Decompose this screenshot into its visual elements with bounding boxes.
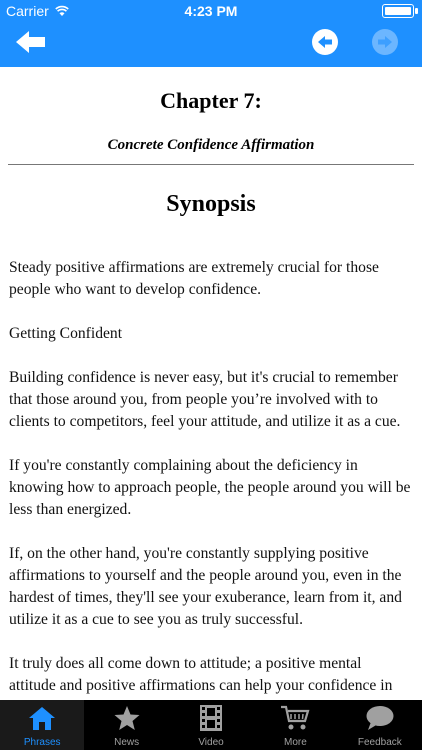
chat-bubble-icon: [365, 704, 395, 732]
section-heading: Synopsis: [166, 191, 256, 217]
paragraph: If you're constantly complaining about the deficiency in knowing how to approach people, the people around you will be less than energized.: [9, 457, 411, 518]
chapter-content[interactable]: [0, 67, 422, 700]
tab-label: More: [284, 737, 307, 748]
paragraph: It truly does all come down to attitude; a positive mental attitude and positive affirmations can help your confidence in: [9, 655, 393, 694]
arrow-left-icon: [12, 26, 52, 58]
back-button[interactable]: [12, 26, 52, 58]
navigation-header: [0, 0, 422, 67]
previous-chapter-button[interactable]: [312, 29, 338, 55]
tab-news[interactable]: [84, 700, 168, 750]
paragraph: Getting Confident: [9, 325, 123, 342]
divider: [8, 164, 414, 165]
tab-label: Video: [198, 737, 224, 748]
tab-label: News: [114, 737, 140, 748]
tab-bar: [0, 700, 422, 750]
tab-more[interactable]: [253, 700, 337, 750]
tab-label: Phrases: [23, 737, 61, 748]
chapter-title: Chapter 7:: [160, 88, 262, 113]
status-time: 4:23 PM: [184, 3, 238, 19]
circle-arrow-left-icon: [312, 29, 338, 55]
chapter-subtitle: Concrete Confidence Affirmation: [107, 137, 315, 153]
tab-label: Feedback: [357, 737, 402, 748]
status-bar: [0, 0, 422, 22]
house-icon: [27, 704, 57, 732]
carrier-label: Carrier: [6, 3, 49, 19]
paragraph: If, on the other hand, you're constantly supplying positive affirmations to yourself and the people around you, even in the hardest of times, they'll see your exuberance, learn from it, and utilize it as a cue to see you as truly successful.: [9, 545, 402, 628]
battery-icon: [382, 4, 414, 18]
star-icon: [112, 704, 142, 732]
chapter-body: [9, 257, 412, 741]
tab-phrases[interactable]: [0, 700, 84, 750]
tab-feedback[interactable]: [338, 700, 422, 750]
cart-icon: [280, 704, 310, 732]
next-chapter-button[interactable]: [372, 29, 398, 55]
paragraph: Building confidence is never easy, but it's crucial to remember that those around you, from people you’re involved with to clients to competitors, feel your attitude, and utilize it as a cue.: [9, 369, 401, 430]
circle-arrow-right-icon: [372, 29, 398, 55]
film-icon: [196, 704, 226, 732]
paragraph: Steady positive affirmations are extremely crucial for those people who want to develop confidence.: [9, 259, 379, 298]
tab-video[interactable]: [169, 700, 253, 750]
